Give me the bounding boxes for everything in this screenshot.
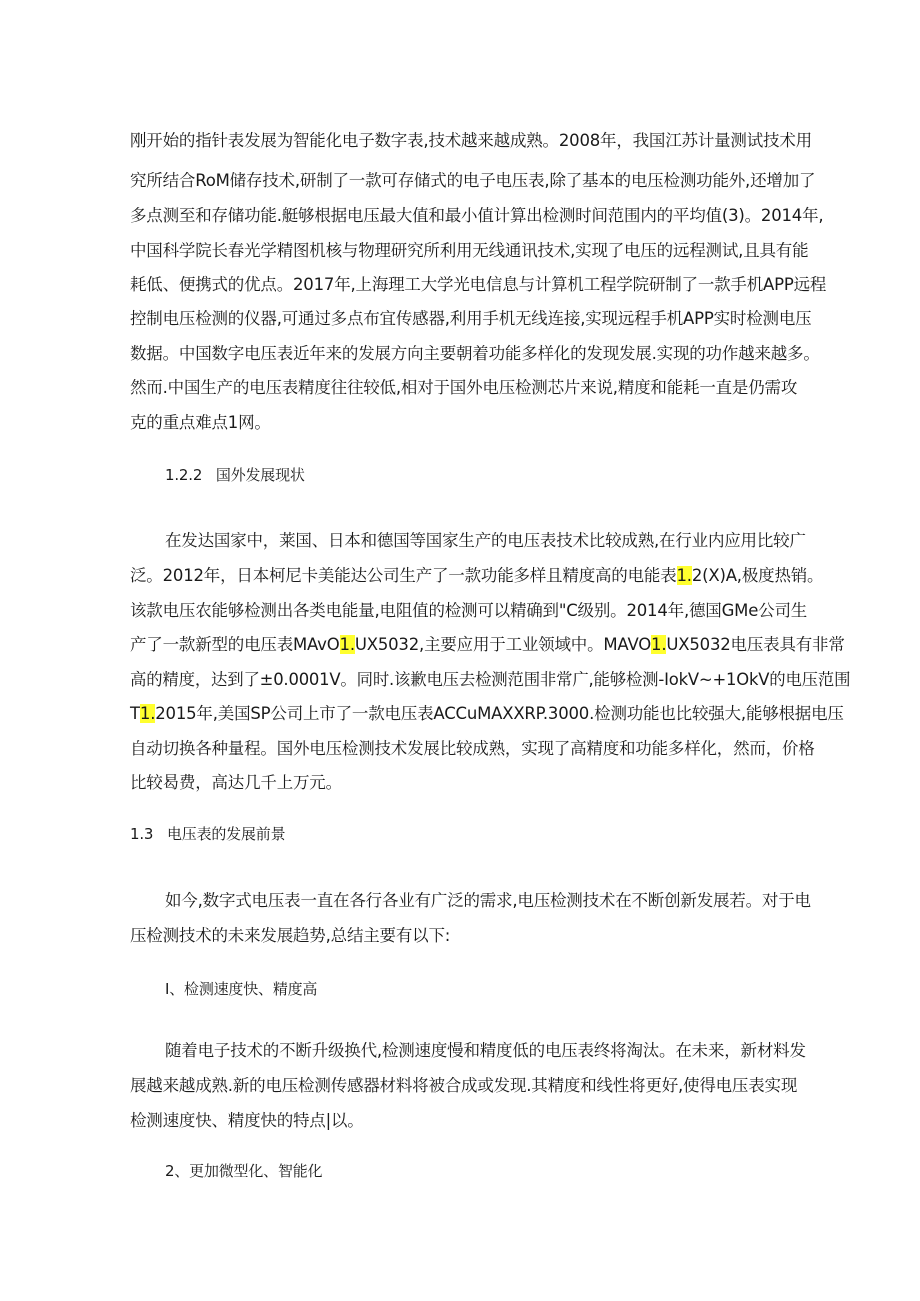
paragraph-line: 在发达国家中，莱国、日本和德国等国家生产的电压表技术比较成熟,在行业内应用比较广 [165, 531, 806, 550]
section-title: 国外发展现状 [215, 466, 305, 484]
paragraph-line: 自动切换各种量程。国外电压检测技术发展比较成熟，实现了高精度和功能多样化，然而，价格 [130, 739, 815, 758]
text-run: 2015年,美国SP公司上市了一款电压表ACCuMAXXRP.3000.检测功能也比较强大,能够根据电压 [155, 704, 844, 723]
section-number: 1.3 [130, 825, 154, 843]
paragraph-line [130, 703, 844, 725]
paragraph-line: 压检测技术的未来发展趋势,总结主要有以下: [130, 926, 451, 945]
paragraph-line: 展越来越成熟.新的电压检测传感器材料将被合成或发现.其精度和线性将更好,使得电压表实现 [130, 1076, 798, 1095]
section-heading-1-3 [130, 823, 285, 845]
list-item-heading: I、检测速度快、精度高 [165, 980, 318, 998]
paragraph-line: 检测速度快、精度快的特点|以。 [130, 1111, 364, 1130]
paragraph-line: 多点测至和存储功能.艇够根据电压最大值和最小值计算出检测时间范围内的平均值(3)。2014年, [130, 206, 824, 225]
text-run: T [130, 704, 140, 723]
paragraph-line: 随着电子技术的不断升级换代,检测速度慢和精度低的电压表终将淘汰。在未来，新材料发 [165, 1041, 806, 1060]
highlighted-text: 1. [676, 566, 692, 585]
paragraph-line: 高的精度，达到了±0.0001V。同时.该歉电压去检测范围非常广,能够检测-IokV~+1OkV的电压范围 [130, 670, 851, 689]
paragraph-line: 控制电压检测的仪器,可通过多点布宜传感器,利用手机无线连接,实现远程手机APP实时检测电压 [130, 309, 812, 328]
text-run: 产了一款新型的电压表MAvO [130, 635, 340, 654]
paragraph-line: 刚开始的指针表发展为智能化电子数字表,技术越来越成熟。2008年，我国江苏计量测试技术用 [130, 131, 812, 150]
paragraph-line: 如今,数字式电压表一直在各行各业有广泛的需求,电压检测技术在不断创新发展若。对于电 [165, 891, 811, 910]
paragraph-line [130, 565, 823, 587]
paragraph-line: 该款电压农能够检测出各类电能量,电阻值的检测可以精确到"C级别。2014年,德国GMe公司生 [130, 601, 808, 620]
paragraph-line: 克的重点难点1网。 [130, 413, 271, 432]
paragraph-line: 究所结合RoM储存技术,研制了一款可存储式的电子电压表,除了基本的电压检测功能外,还增加了 [130, 171, 816, 190]
text-run: 2(X)A,极度热销。 [691, 566, 824, 585]
paragraph-line: 数据。中国数字电压表近年来的发展方向主要朝着功能多样化的发现发展.实现的功作越来越多。 [130, 344, 820, 363]
highlighted-text: 1. [651, 635, 667, 654]
text-run: UX5032,主要应用于工业领域中。MAVO [354, 635, 652, 654]
text-run: UX5032电压表具有非常 [666, 635, 845, 654]
highlighted-text: 1. [339, 635, 355, 654]
paragraph-line: 中国科学院长春光学精图机核与物理研究所利用无线通讯技术,实现了电压的远程测试,且具有能 [130, 241, 809, 260]
section-number: 1.2.2 [165, 466, 203, 484]
section-heading-1-2-2 [165, 464, 305, 486]
section-title: 电压表的发展前景 [166, 825, 286, 843]
text-run: 泛。2012年，日本柯尼卡美能达公司生产了一款功能多样且精度高的电能表 [130, 566, 677, 585]
highlighted-text: 1. [139, 704, 156, 723]
paragraph-line: 然而.中国生产的电压表精度往往较低,相对于国外电压检测芯片来说,精度和能耗一直是仍需攻 [130, 378, 798, 397]
list-item-heading: 2、更加微型化、智能化 [165, 1162, 323, 1180]
paragraph-line: 比较曷费，高达几千上万元。 [130, 773, 342, 792]
paragraph-line: 耗低、便携式的优点。2017年,上海理工大学光电信息与计算机工程学院研制了一款手机APP远程 [130, 275, 827, 294]
paragraph-line [130, 634, 845, 656]
